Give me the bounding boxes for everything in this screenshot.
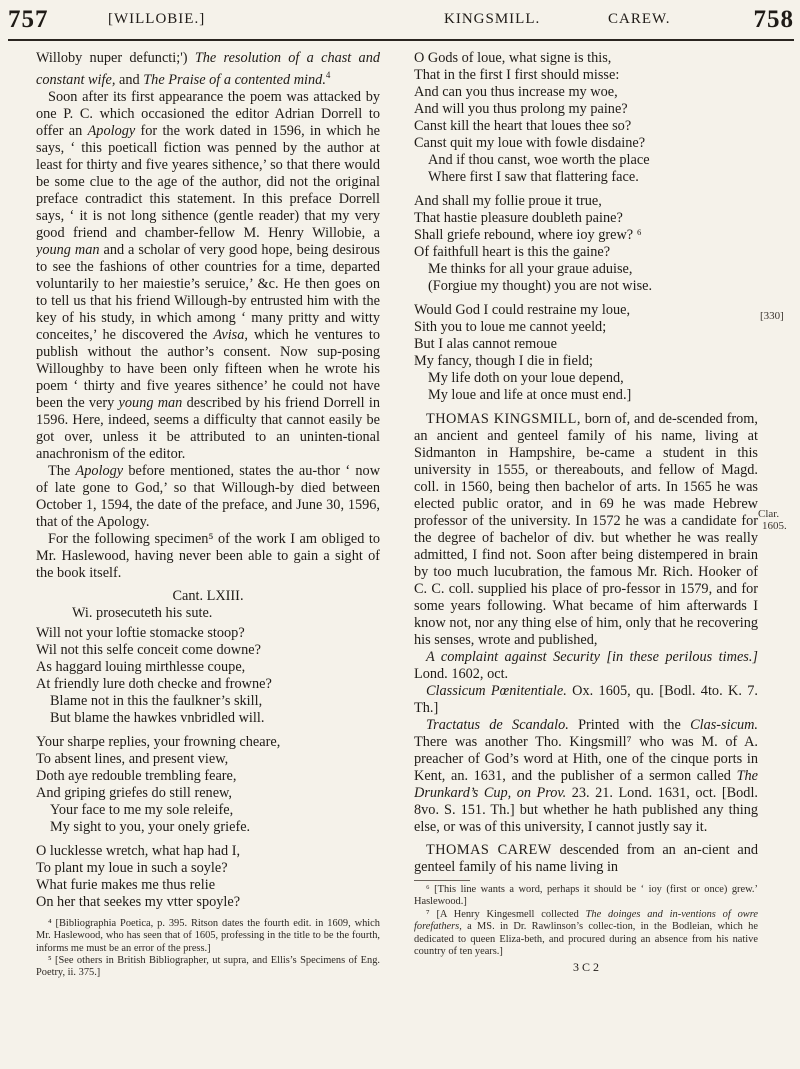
verse-line: Blame not in this the faulkner’s skill, [50,692,263,709]
verse-line: And will you thus prolong my paine? [414,101,628,117]
title-classicum: Clas-sicum. [690,717,758,733]
verse-line: Canst quit my loue with fowle disdaine? [414,135,646,151]
paragraph-death [36,463,380,531]
footnote-4: ⁴ [Bibliographia Poetica, p. 395. Ritson dates the fourth edit. in 1609, which Mr. Haslewood, who has seen that of 1605, professing in the title to be the fourth, informs me must be an error of the press.] [36,917,380,954]
verse-line: And if thou canst, woe worth the place [428,152,650,168]
footnote-ref-4: 4 [325,70,331,80]
text: Soon after its first appearance the poem was attacked by one P. C. which occasioned the editor Adrian Dorrell to offer an [36,88,380,139]
text: a MS. in Dr. Rawlinson’s collec-tion, in the Bodleian, which he dedicated to queen Eliza-beth, and procured during an absence from his native country of ten years.] [414,921,758,958]
stanza-6 [414,302,758,404]
verse-line: That hastie pleasure doubleth paine? [414,210,623,226]
page-number-right: 758 [753,6,794,33]
verse-line: And shall my follie proue it true, [414,193,602,209]
person-name-carew: THOMAS CAREW [426,842,552,858]
title-doinges: The doinges and in-ventions of owre forefathers, [414,908,758,933]
page-header [0,0,800,46]
title-avisa: Avisa, [213,326,248,343]
verse-line: That in the first I first should misse: [414,67,620,83]
text: before mentioned, states the au-thor ‘ now of late gone to God,’ so that Willough-by died between October 1, 1594, the date of the preface, and June 30, 1596, that of the Apology. [36,462,380,530]
stanza-1 [36,625,380,727]
title-complaint-rest: [in these perilous times.] [606,649,758,665]
verse-line: Sith you to loue me cannot yeeld; [414,319,607,335]
text: Lond. 1602, oct. [414,666,509,682]
text: and a scholar of very good hope, being desirous to see the fashions of other countries for a time, departed voluntarily to her maiestie’s seruice,’ &c. He then goes on to tell us that his friend Willough-by entrusted him with the key of his study, in which among ‘ many pritty and witty conceites,’ he discovered the [36,241,380,343]
stanza-5 [414,193,758,295]
work-tractatus [414,717,758,836]
title-classicum: Classicum Pœnitentiale. [426,683,567,699]
verse-line: My sight to you, your onely griefe. [50,818,251,835]
verse-line: Me thinks for all your graue aduise, [428,261,633,277]
text: ⁷ [A Henry Kingesmell collected [426,908,579,920]
text: and [119,71,140,88]
text: which he ventures to publish without the author’s consent. Now sup-posing Willoughby to have been only fifteen when he wrote his poem ‘ thirty and five yeares sithence’ he could not have been the very [36,326,380,411]
title-apology: Apology [87,122,136,139]
italic-phrase: young man [36,241,100,258]
title-apology: Apology [75,462,124,479]
footnote-7 [414,909,758,959]
text: Printed with the [578,717,681,733]
verse-line: O lucklesse wretch, what hap had I, [36,842,241,859]
title-resolution: The resolution of a chast and constant wife, [36,50,380,88]
verse-line: My loue and life at once must end.] [428,387,632,403]
margin-year: 1605. [762,520,787,532]
verse-line: To absent lines, and present view, [36,750,229,767]
text: for the work dated in 1596, in which he says, ‘ this poeticall fiction was penned by the author at least for thirty and five yeares sithence,’ so that there would be some clue to the age of the author, did not the original preface contradict this statement. In this preface Dorrell says, ‘ it is not long sithence (gentle reader) that my very good friend and chamber-fellow M. Henry Willobie, a [36,122,380,241]
margin-clar: Clar. [758,508,780,520]
margin-reference: [330] [760,310,784,322]
page-number-left: 757 [8,6,49,33]
verse-line: My fancy, though I die in field; [414,353,593,369]
paragraph-carew [414,842,758,876]
verse-line: O Gods of loue, what signe is this, [414,50,612,66]
title-tractatus: Tractatus de Scandalo. [426,717,569,733]
paragraph-willoby-titles [36,50,380,89]
footnote-5: ⁵ [See others in British Bibliographer, ut supra, and Ellis’s Specimens of Eng. Poetry, ii. 375.] [36,954,380,979]
verse-line: But I alas cannot remoue [414,336,557,352]
text: Willoby nuper defuncti;') [36,50,188,66]
verse-line: Your face to me my sole releife, [50,801,234,818]
verse-line: And griping griefes do still renew, [36,784,233,801]
verse-line: But blame the hawkes vnbridled will. [50,709,265,726]
text: descended from an an-cient and genteel family of his name living in [414,842,758,875]
verse-line: And can you thus increase my woe, [414,84,618,100]
text: described by his friend Dorrell in 1596. Here, indeed, seems a difficulty that cannot easily be got over, unless it be attributed to an uninten-tional anachronism of the editor. [36,394,380,462]
italic-phrase: young man [118,394,183,411]
stanza-2 [36,734,380,836]
right-column [414,50,758,1062]
running-head-kingsmill: KINGSMILL. [444,11,541,27]
text: Ox. 1605, qu. [Bodl. 4to. K. 7. Th.] [414,683,758,716]
running-head-author: [WILLOBIE.] [108,11,206,27]
text: The [48,462,71,479]
verse-line: Will not your loftie stomacke stoop? [36,624,245,641]
verse-line: What furie makes me thus relie [36,876,216,893]
title-complaint: A complaint against Security [426,649,600,665]
paragraph-apology [36,89,380,463]
paragraph-kingsmill [414,411,758,649]
verse-line: To plant my loue in such a soyle? [36,859,228,876]
signature-mark: 3 C 2 [572,960,599,975]
person-name-kingsmill: THOMAS KINGSMILL, [426,411,581,427]
work-classicum [414,683,758,717]
verse-line: Shall griefe rebound, where ioy grew? ⁶ [414,227,642,243]
paragraph-specimen: For the following specimen⁵ of the work I am obliged to Mr. Haslewood, having never been able to gain a sight of the book itself. [36,530,380,581]
footnote-6: ⁶ [This line wants a word, perhaps it should be ‘ ioy (first or once) grew.’ Haslewood.] [414,884,758,908]
canto-heading: Cant. LXIII. [172,587,244,604]
verse-line: Canst kill the heart that loues thee so? [414,118,632,134]
verse-line: Doth aye redouble trembling feare, [36,767,237,784]
left-column [36,50,380,1062]
verse-line: Would God I could restraine my loue, [414,302,631,318]
running-head-carew: CAREW. [608,11,671,27]
verse-line: Wil not this selfe conceit come downe? [36,641,261,658]
verse-line: Of faithfull heart is this the gaine? [414,244,611,260]
text: 23. 21. Lond. 1631, oct. [Bodl. 8vo. S. 151. Th.] but whether he hath published any thing else, or was of this university, I cannot justly say it. [414,785,758,835]
title-praise: The Praise of a contented mind. [143,71,326,88]
stanza-3 [36,843,380,911]
footnote-rule [414,880,470,881]
verse-line: Your sharpe replies, your frowning cheare, [36,733,281,750]
canto-subheading: Wi. prosecuteth his sute. [72,604,213,621]
header-rule [8,39,794,41]
title-drunkards-cup: The Drunkard’s Cup, on Prov. [414,768,758,801]
work-complaint [414,649,758,683]
verse-line: On her that seekes my vtter spoyle? [36,893,241,910]
text: born of, and de-scended from, an ancient and genteel family of his name, living at Sidmanton in Hampshire, be-came a student in this university in 1555, or thereabouts, and fellow of Magd. coll. in 1560, being then bachelor of arts. In 1565 he was elected public orator, and in 69 he was made Hebrew professor of the university. In 1572 he was a candidate for the degree of bachelor of div. but whether he was really admitted, I find not. Soon after being distempered in brain by too much lucubration, the famous Mr. Rich. Hooker of C. C. coll. supplied his place of pro-fessor in 1579, and for some years following. What became of him afterwards I know not, nor any thing else of him, only that he recovering his senses, wrote and published, [414,411,758,648]
verse-line: (Forgiue my thought) you are not wise. [428,278,653,294]
verse-line: At friendly lure doth checke and frowne? [36,675,272,692]
stanza-4 [414,50,758,186]
verse-line: Where first I saw that flattering face. [428,169,639,185]
verse-line: My life doth on your loue depend, [428,370,624,386]
text: There was another Tho. Kingsmill⁷ who was M. of A. preacher of God’s word at Hith, one of the cinque ports in Kent, an. 1631, and the publisher of a sermon called [414,734,758,784]
verse-line: As haggard louing mirthlesse coupe, [36,658,246,675]
